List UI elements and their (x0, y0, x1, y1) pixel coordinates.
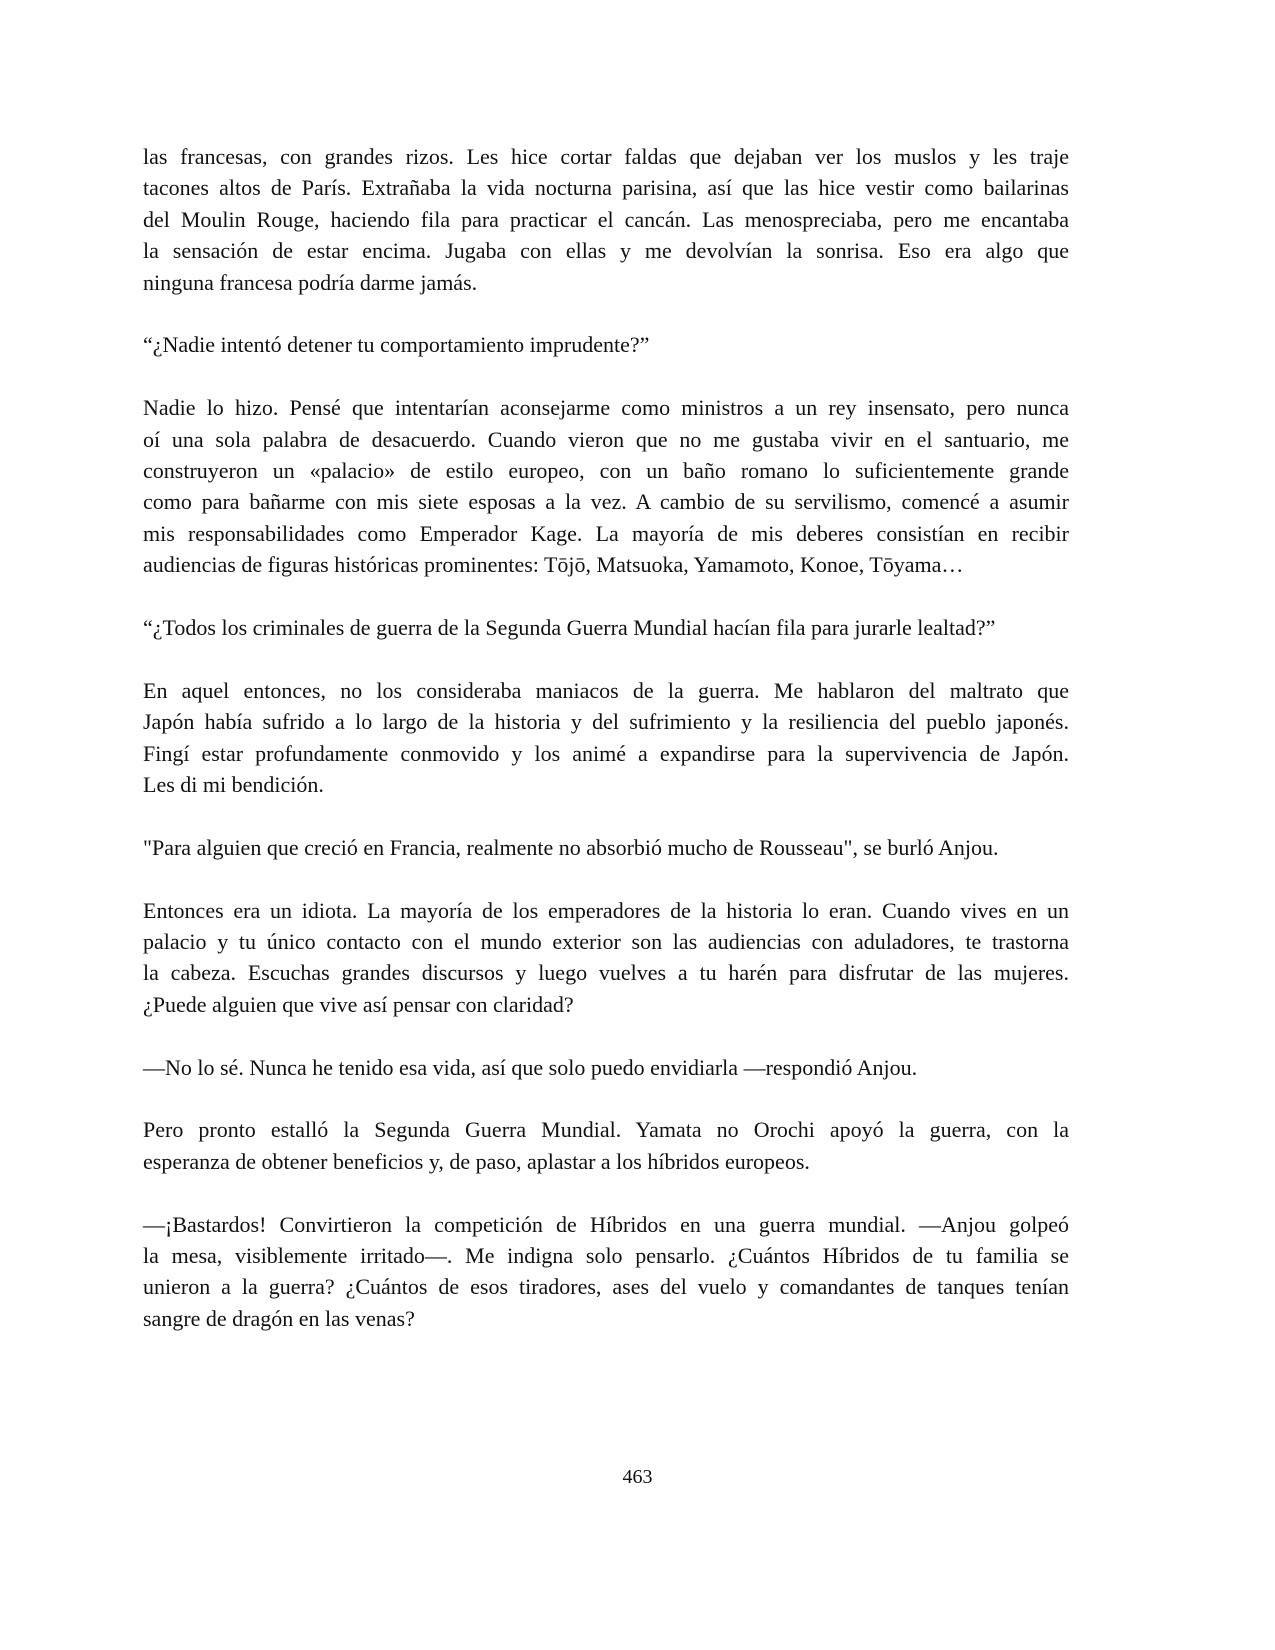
text-line: Fingí estar profundamente conmovido y los animé a expandirse para la supervivencia de Japón. (143, 740, 1069, 766)
text-line: palacio y tu único contacto con el mundo exterior son las audiencias con aduladores, te trastorna (143, 929, 1069, 955)
text-line: sangre de dragón en las venas? (143, 1305, 415, 1331)
paragraph (143, 1209, 1069, 1335)
paragraph (143, 675, 1069, 801)
paragraph (143, 141, 1069, 298)
text-line: Les di mi bendición. (143, 772, 324, 798)
paragraph (143, 329, 1069, 360)
paragraph (143, 612, 1069, 643)
text-line: Entonces era un idiota. La mayoría de los emperadores de la historia lo eran. Cuando vives en un (143, 897, 1069, 923)
text-line: "Para alguien que creció en Francia, realmente no absorbió mucho de Rousseau", se burló Anjou. (143, 834, 999, 860)
text-line: unieron a la guerra? ¿Cuántos de esos tiradores, ases del vuelo y comandantes de tanques tenían (143, 1274, 1069, 1300)
text-line: la cabeza. Escuchas grandes discursos y luego vuelves a tu harén para disfrutar de las mujeres. (143, 960, 1069, 986)
paragraph (143, 895, 1069, 1021)
text-line: audiencias de figuras históricas prominentes: Tōjō, Matsuoka, Yamamoto, Konoe, Tōyama… (143, 552, 964, 578)
paragraph (143, 832, 1069, 863)
text-line: ninguna francesa podría darme jamás. (143, 269, 478, 295)
text-line: ¿Puede alguien que vive así pensar con claridad? (143, 991, 574, 1017)
text-line: oí una sola palabra de desacuerdo. Cuando vieron que no me gustaba vivir en el santuario, me (143, 426, 1069, 452)
text-line: del Moulin Rouge, haciendo fila para practicar el cancán. Las menospreciaba, pero me encantaba (143, 206, 1069, 232)
text-line: En aquel entonces, no los consideraba maniacos de la guerra. Me hablaron del maltrato que (143, 677, 1069, 703)
page-body (143, 141, 1069, 1366)
text-line: “¿Nadie intentó detener tu comportamiento imprudente?” (143, 332, 650, 358)
text-line: —No lo sé. Nunca he tenido esa vida, así que solo puedo envidiarla —respondió Anjou. (143, 1054, 918, 1080)
text-line: las francesas, con grandes rizos. Les hice cortar faldas que dejaban ver los muslos y les traje (143, 144, 1069, 169)
text-line: la sensación de estar encima. Jugaba con ellas y me devolvían la sonrisa. Eso era algo que (143, 238, 1069, 264)
text-line: la mesa, visiblemente irritado—. Me indigna solo pensarlo. ¿Cuántos Híbridos de tu familia se (143, 1243, 1069, 1269)
paragraph (143, 392, 1069, 580)
text-line: construyeron un «palacio» de estilo europeo, con un baño romano lo suficientemente grande (143, 458, 1069, 484)
paragraph (143, 1114, 1069, 1177)
text-line: mis responsabilidades como Emperador Kage. La mayoría de mis deberes consistían en recibir (143, 520, 1069, 546)
paragraph (143, 1052, 1069, 1083)
text-line: como para bañarme con mis siete esposas a la vez. A cambio de su servilismo, comencé a asumir (143, 489, 1069, 515)
text-line: Pero pronto estalló la Segunda Guerra Mundial. Yamata no Orochi apoyó la guerra, con la (143, 1117, 1069, 1143)
text-line: Nadie lo hizo. Pensé que intentarían aconsejarme como ministros a un rey insensato, pero nunca (143, 395, 1069, 421)
page-number: 463 (622, 1466, 653, 1488)
text-line: Japón había sufrido a lo largo de la historia y del sufrimiento y la resiliencia del pueblo japonés. (143, 709, 1069, 735)
text-line: “¿Todos los criminales de guerra de la Segunda Guerra Mundial hacían fila para jurarle lealtad?” (143, 615, 996, 641)
text-line: esperanza de obtener beneficios y, de paso, aplastar a los híbridos europeos. (143, 1148, 810, 1174)
text-line: tacones altos de París. Extrañaba la vida nocturna parisina, así que las hice vestir como bailarinas (143, 175, 1069, 201)
text-line: —¡Bastardos! Convirtieron la competición de Híbridos en una guerra mundial. —Anjou golpeó (143, 1211, 1069, 1237)
